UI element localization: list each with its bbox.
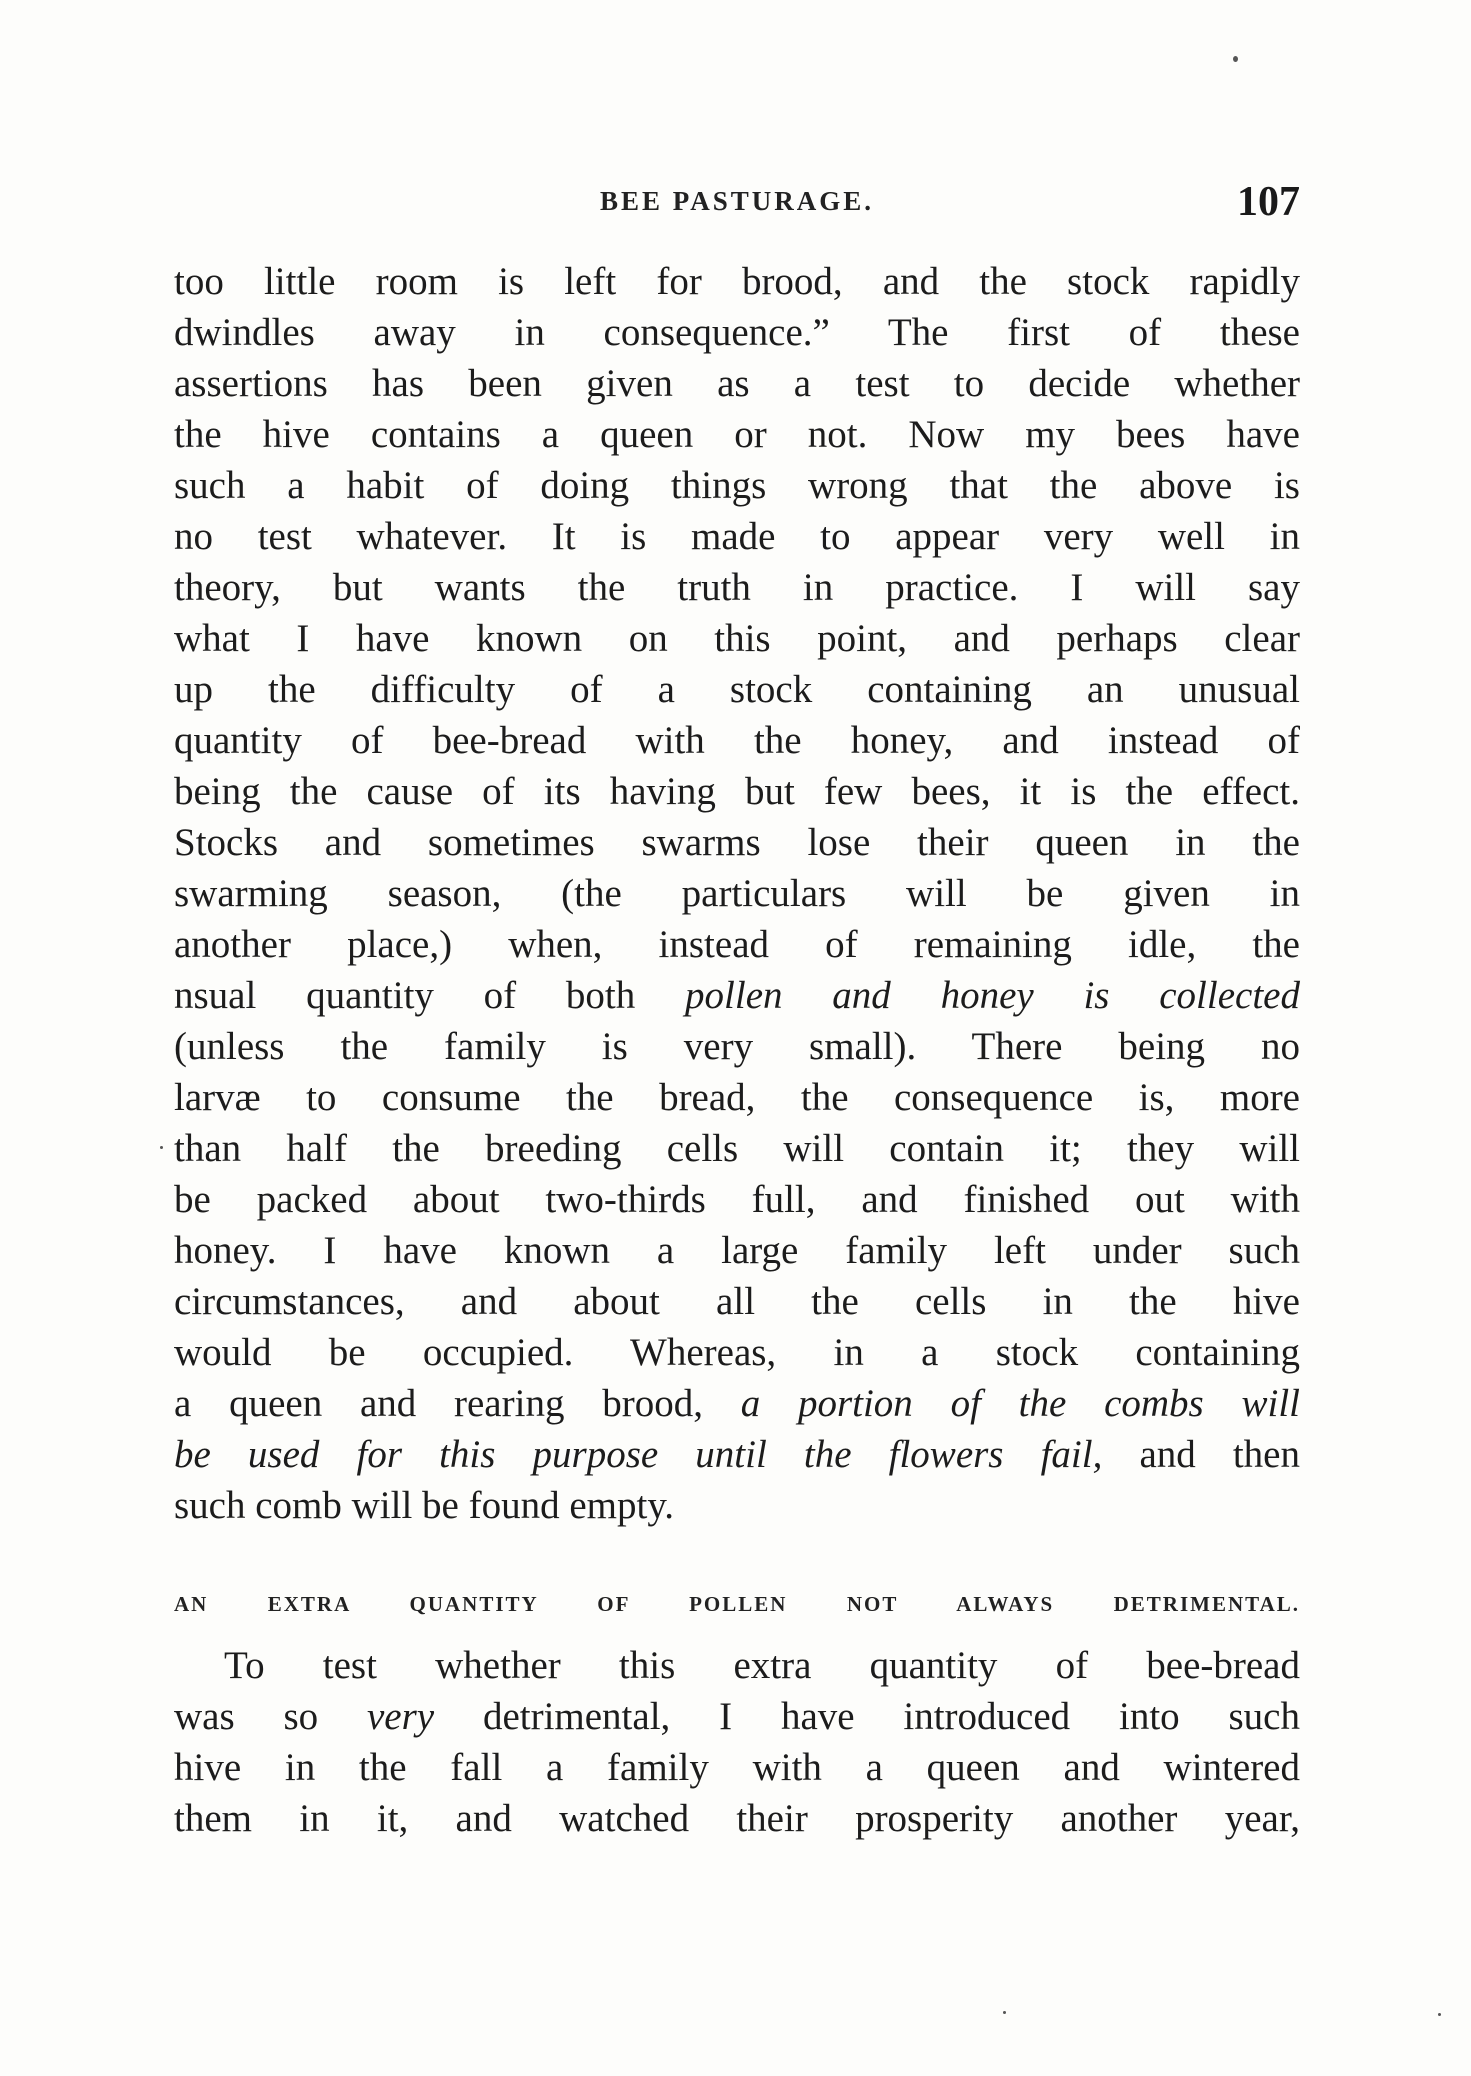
text-line: would be occupied. Whereas, in a stock containing — [174, 1331, 1300, 1374]
italic-run: be used for this purpose until the flowers fail, — [174, 1433, 1103, 1476]
print-speck — [1003, 2011, 1006, 2014]
italic-run: very — [367, 1695, 435, 1738]
paragraph-1 — [174, 256, 1300, 1531]
text-line: swarming season, (the particulars will be given in — [174, 872, 1300, 915]
text-run: and then — [1102, 1433, 1300, 1476]
print-speck — [160, 1146, 163, 1149]
text-line: the hive contains a queen or not. Now my bees have — [174, 413, 1300, 456]
text-line: assertions has been given as a test to decide whether — [174, 362, 1300, 405]
paragraph-2 — [174, 1640, 1300, 1844]
page-header — [174, 178, 1300, 228]
italic-run: pollen and honey is collected — [685, 974, 1300, 1017]
text-line: dwindles away in consequence.” The first of these — [174, 311, 1300, 354]
running-title: BEE PASTURAGE. — [599, 186, 875, 216]
text-line: theory, but wants the truth in practice. I will say — [174, 566, 1300, 609]
text-line: (unless the family is very small). There being no — [174, 1025, 1300, 1068]
text-line: hive in the fall a family with a queen and wintered — [174, 1746, 1300, 1789]
text-run: nsual quantity of both — [174, 974, 686, 1017]
text-line-mixed — [174, 1691, 1300, 1742]
text-line: than half the breeding cells will contain it; they will — [174, 1127, 1300, 1170]
text-line: no test whatever. It is made to appear very well in — [174, 515, 1300, 558]
text-line: another place,) when, instead of remaining idle, the — [174, 923, 1300, 966]
text-line: quantity of bee-bread with the honey, and instead of — [174, 719, 1300, 762]
text-line: honey. I have known a large family left under such — [174, 1229, 1300, 1272]
italic-run: a portion of the combs will — [740, 1382, 1300, 1425]
text-run: detrimental, I have introduced into such — [434, 1695, 1300, 1738]
page-number: 107 — [1237, 179, 1300, 225]
text-line: such comb will be found empty. — [174, 1484, 675, 1527]
text-line: larvæ to consume the bread, the consequence is, more — [174, 1076, 1300, 1119]
text-line: being the cause of its having but few bees, it is the effect. — [174, 770, 1300, 813]
text-line: what I have known on this point, and perhaps clear — [174, 617, 1300, 660]
text-line: To test whether this extra quantity of bee-bread — [224, 1644, 1300, 1687]
text-line: Stocks and sometimes swarms lose their queen in the — [174, 821, 1300, 864]
text-run: a queen and rearing brood, — [174, 1382, 741, 1425]
text-line-mixed — [174, 1378, 1300, 1429]
text-line-mixed — [174, 1429, 1300, 1480]
text-line: such a habit of doing things wrong that the above is — [174, 464, 1300, 507]
text-line: too little room is left for brood, and the stock rapidly — [174, 260, 1300, 303]
text-line: be packed about two-thirds full, and finished out with — [174, 1178, 1300, 1221]
print-speck — [1438, 2013, 1441, 2016]
text-line: them in it, and watched their prosperity another year, — [174, 1797, 1300, 1840]
section-heading: AN EXTRA QUANTITY OF POLLEN NOT ALWAYS DETRIMENTAL. — [174, 1592, 1300, 1616]
text-line-mixed — [174, 970, 1300, 1021]
text-run: was so — [174, 1695, 367, 1738]
print-speck — [1233, 56, 1238, 62]
text-line: circumstances, and about all the cells in the hive — [174, 1280, 1300, 1323]
text-line: up the difficulty of a stock containing an unusual — [174, 668, 1300, 711]
